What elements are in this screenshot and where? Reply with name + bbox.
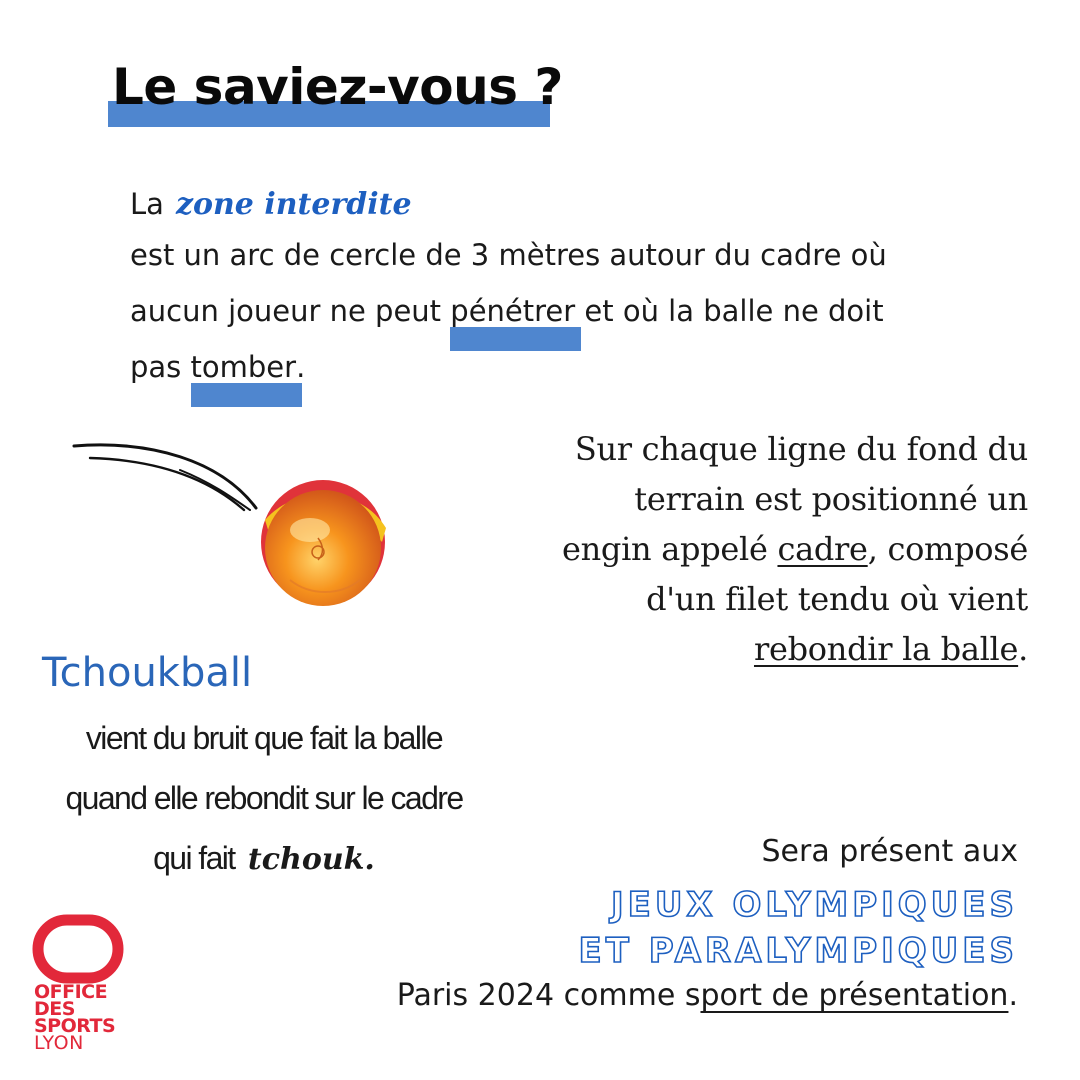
logo-line-lyon: LYON	[34, 1032, 84, 1054]
paris-text: .	[1008, 978, 1018, 1013]
games-title	[579, 882, 1018, 974]
rebondir-term: rebondir la balle	[753, 630, 1019, 668]
highlight-tomber: tomber	[191, 339, 297, 395]
intro-line-4	[130, 339, 1030, 395]
cadre-line-4: d'un filet tendu où vient	[646, 580, 1028, 618]
intro-prefix: La	[130, 187, 164, 221]
cadre-line-1: Sur chaque ligne du fond du	[574, 430, 1028, 468]
paris-2024-text	[397, 978, 1018, 1013]
cadre-line-3	[508, 524, 1028, 574]
page-title: Le saviez-vous ?	[112, 58, 563, 116]
tchouk-term: tchouk.	[247, 842, 375, 877]
cadre-line-2: terrain est positionné un	[634, 480, 1028, 518]
cadre-text: , composé	[867, 530, 1028, 568]
jeux-olympiques: JEUX OLYMPIQUES	[610, 885, 1018, 925]
intro-line-3	[130, 283, 1030, 339]
tchoukball-line-3	[14, 828, 514, 890]
sera-present-text: Sera présent aux	[761, 834, 1018, 869]
cadre-text: .	[1018, 630, 1028, 668]
intro-line-1	[130, 182, 1030, 227]
logo-line-office: OFFICE	[34, 981, 108, 1003]
office-des-sports-logo-icon	[32, 914, 124, 984]
zone-interdite-term: zone interdite	[175, 187, 412, 222]
tchoukball-line-1: vient du bruit que fait la balle	[85, 720, 443, 756]
logo-line-des: DES	[34, 998, 75, 1020]
tchoukball-title: Tchoukball	[42, 650, 253, 696]
intro-text: aucun joueur ne peut	[130, 294, 451, 328]
logo-wordmark	[34, 981, 116, 1054]
intro-paragraph	[130, 182, 1030, 395]
logo-line-sports: SPORTS	[34, 1015, 116, 1037]
intro-line-2: est un arc de cercle de 3 mètres autour du cadre où	[130, 238, 887, 272]
tchoukball-paragraph	[14, 708, 514, 890]
paris-text: Paris 2024 comme s	[396, 978, 701, 1013]
cadre-paragraph	[508, 424, 1028, 674]
tchoukball-text: qui fait	[153, 840, 235, 876]
cadre-line-5	[508, 624, 1028, 674]
intro-text: pas	[130, 350, 191, 384]
tchoukball-line-2: quand elle rebondit sur le cadre	[65, 780, 463, 816]
sport-presentation-term: port de présentation	[700, 978, 1009, 1013]
cadre-text: engin appelé	[561, 530, 778, 568]
cadre-term: cadre	[777, 530, 868, 568]
intro-text: et où la balle ne doit	[575, 294, 884, 328]
et-paralympiques: ET PARALYMPIQUES	[578, 931, 1018, 971]
tchoukball-ball-icon	[60, 430, 400, 620]
highlight-penetrer: pénétrer	[450, 283, 575, 339]
intro-text: .	[296, 350, 306, 384]
